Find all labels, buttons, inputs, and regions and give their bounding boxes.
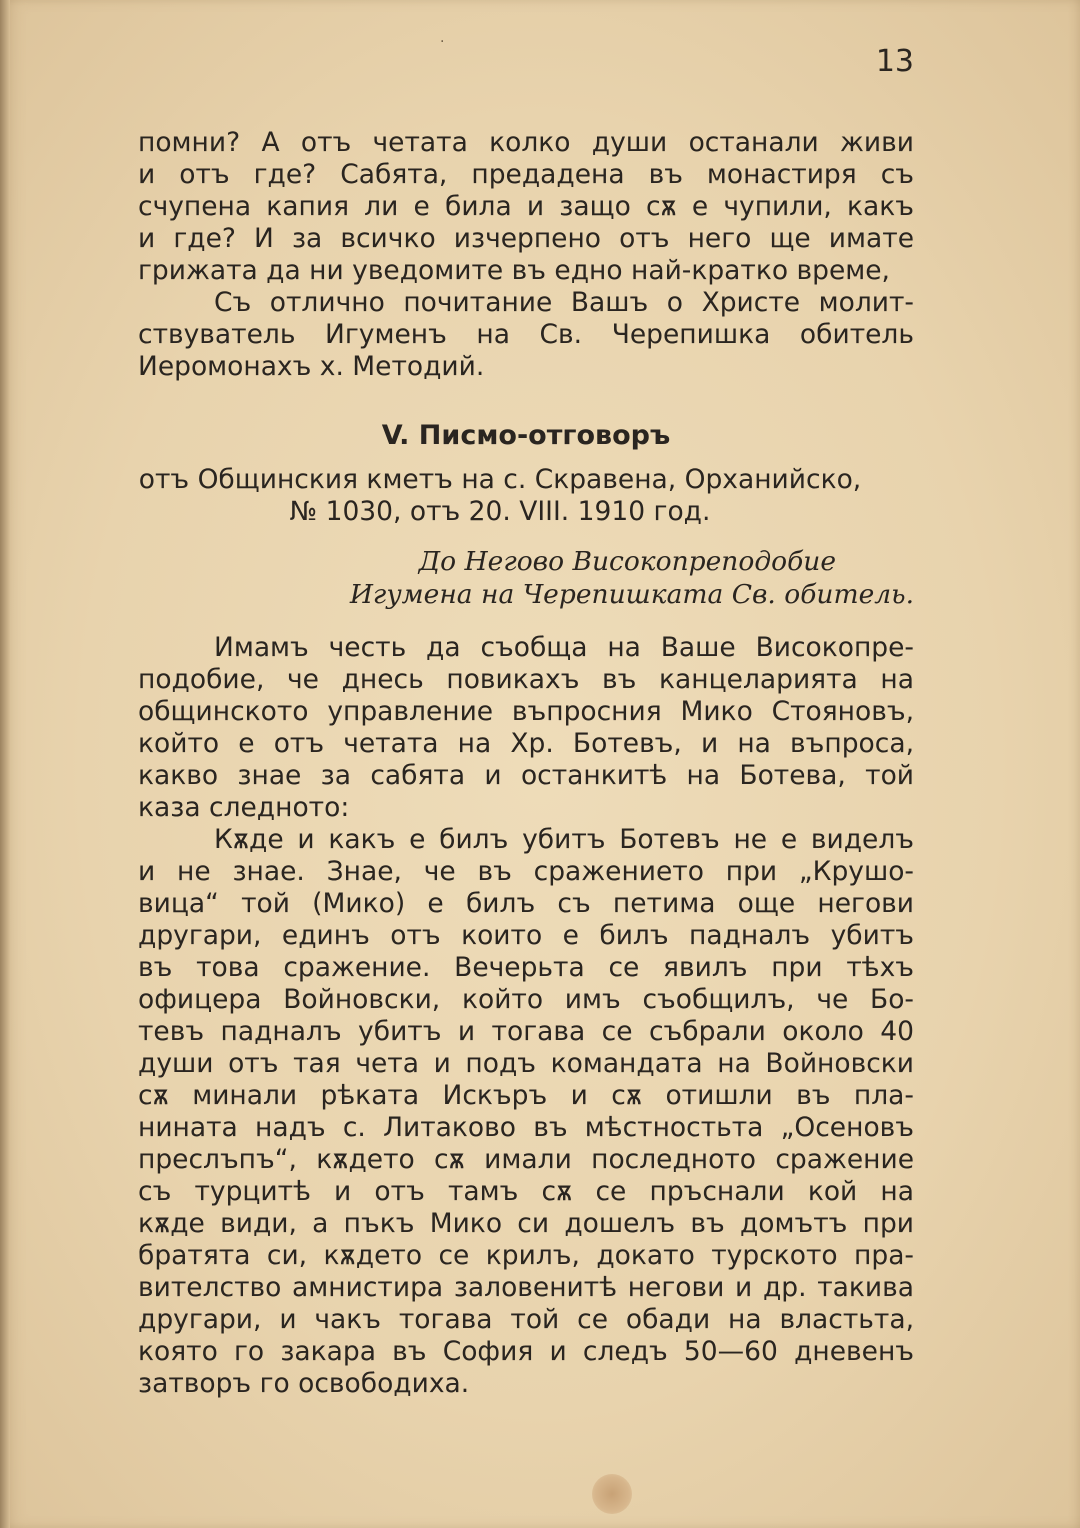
text-line: Иеромонахъ х. Методий.: [138, 351, 485, 382]
section-subtitle-reference: № 1030, отъ 20. VIII. 1910 год.: [289, 496, 711, 527]
intro-text: [138, 127, 914, 383]
text-line: и где? И за всичко изчерпено отъ него ще имате: [138, 223, 914, 254]
text-line: нината надъ с. Литаково въ мѣстностьта „Осеновъ: [138, 1112, 914, 1143]
page-number: 13: [875, 44, 914, 79]
text-line: души отъ тая чета и подъ командата на Войновски: [138, 1048, 914, 1079]
text-line: другари, и чакъ тогава той се обади на властьта,: [138, 1304, 914, 1335]
text-line: Кѫде и какъ е билъ убитъ Ботевъ не е виделъ: [214, 824, 914, 855]
text-line: затворъ го освободиха.: [138, 1368, 470, 1399]
text-line: каза следното:: [138, 792, 350, 823]
text-line: съ турцитѣ и отъ тамъ сѫ се пръснали кой на: [138, 1176, 914, 1207]
text-line: кѫде види, а пъкъ Мико си дошелъ въ домътъ при: [138, 1208, 914, 1239]
text-line: Имамъ честь да съобща на Ваше Високопре-: [214, 632, 914, 663]
text-line: преслъпъ“, кѫдето сѫ имали последното сражение: [138, 1144, 914, 1175]
text-line: която го закара въ София и следъ 50—60 дневенъ: [138, 1336, 914, 1367]
addressee-line: Игумена на Черепишката Св. обитель.: [349, 579, 914, 610]
text-line: вица“ той (Мико) е билъ съ петима още негови: [138, 888, 914, 919]
section-subtitle: отъ Общинския кметъ на с. Скравена, Орханийско,: [138, 464, 862, 495]
section-title: V. Писмо-отговоръ: [381, 420, 671, 451]
text-line: и отъ где? Сабята, предадена въ монастиря съ: [138, 159, 914, 190]
text-line: и не знае. Знае, че въ сражението при „Крушо-: [138, 856, 914, 887]
text-line: помни? А отъ четата колко души останали живи: [138, 127, 914, 158]
text-line: братята си, кѫдето се крилъ, докато турското пра-: [138, 1240, 914, 1271]
text-line: ствуватель Игуменъ на Св. Черепишка обитель: [138, 319, 914, 350]
print-mark: ·: [440, 34, 445, 50]
text-line: счупена капия ли е била и защо сѫ е чупили, какъ: [138, 191, 914, 222]
text-line: грижата да ни уведомите въ едно най-кратко време,: [138, 255, 890, 286]
text-line: сѫ минали рѣката Искъръ и сѫ отишли въ пла-: [138, 1080, 914, 1111]
text-line: въ това сражение. Вечерьта се явилъ при тѣхъ: [138, 952, 914, 983]
text-line: общинското управление въпросния Мико Стояновъ,: [138, 696, 914, 727]
text-line: какво знае за сабята и останкитѣ на Ботева, той: [138, 760, 914, 791]
text-line: подобие, че днесь повикахъ въ канцеларията на: [138, 664, 914, 695]
paper-stain: [592, 1474, 632, 1514]
text-line: Съ отлично почитание Вашъ о Христе молит-: [214, 287, 914, 318]
text-line: другари, единъ отъ които е билъ падналъ убитъ: [138, 920, 914, 951]
text-line: вителство амнистира заловенитѣ негови и др. такива: [138, 1272, 914, 1303]
text-line: който е отъ четата на Хр. Ботевъ, и на въпроса,: [138, 728, 914, 759]
letter-body: [138, 632, 914, 1400]
book-spine-shadow: [0, 0, 10, 1528]
text-line: офицера Войновски, който имъ съобщилъ, че Бо-: [138, 984, 914, 1015]
text-line: тевъ падналъ убитъ и тогава се събрали около 40: [138, 1016, 914, 1047]
addressee-line: До Негово Високопреподобие: [418, 546, 836, 577]
